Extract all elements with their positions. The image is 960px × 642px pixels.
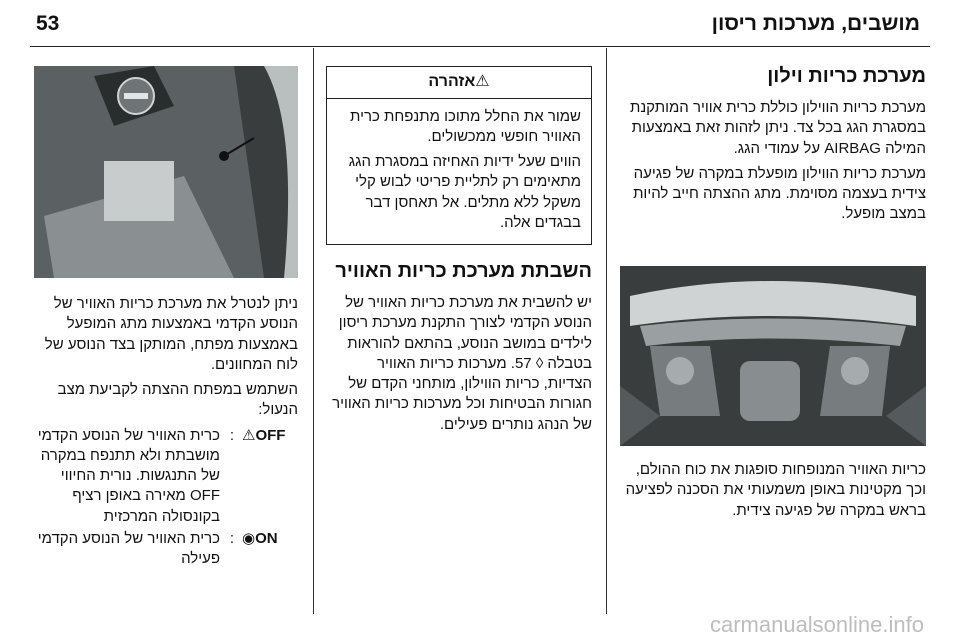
switch-position-list [34,426,298,570]
header-rule [30,46,930,47]
column-divider-right [606,48,607,614]
paragraph: כריות האוויר המנופחות סופגות את כוח ההולם, וכך מקטינות באופן משמעותי את הסכנה לפציעה בראש במקרה של פגיעה צידית. [625,461,926,519]
position-on-description: כרית האוויר של הנוסע הקדמי פעילה [37,529,220,567]
warning-paragraph: שמור את החלל מתוכו מתנפחת כרית האוויר חופשי ממכשולים. [350,107,581,145]
paragraph: יש להשבית את מערכת כריות האוויר של הנוסע הקדמי לצורך התקנת מערכת ריסון לילדים במושב הנוסע, בהתאם להוראות בטבלה ◊ 57. מערכות כריות האוויר הצדיות, כריות הווילון, מותחני הקדם של חגורות הבטיחות וכל מערכות כריות האוויר של הנהג נותרים פעילים. [332,294,592,433]
middle-column [326,66,592,440]
column-divider-left [313,48,314,614]
paragraph: מערכת כריות הווילון מופעלת במקרה של פגיעה צידית בעצמה מסוימת. מתג ההצתה חייב להיות במצב מופעל. [633,164,926,223]
position-off-description: כרית האוויר של הנוסע הקדמי מושבתת ולא תתנפח במקרה של התנגשות. נורית החיווי OFF מאירה באופן רציף בקונסולה המרכזית [37,426,220,525]
airbag-key-switch-figure [34,66,298,278]
warning-paragraph: הווים שעל ידיות האחיזה במסגרת הגג מתאימים רק לתליית פריטי לבוש קלי משקל ללא מתלים. אל תאחסן דבר בבגדים אלה. [348,153,581,231]
section-heading-curtain-airbags: מערכת כריות וילון [767,65,926,87]
paragraph: ניתן לנטרל את מערכת כריות האוויר של הנוסע הקדמי באמצעות מתג המופעל באמצעות מפתח, המותקן בצד הנוסע של לוח המחוונים. [44,295,298,373]
curtain-airbag-illustration [620,266,926,446]
watermark: carmanualsonline.info [709,612,924,637]
right-column [620,64,926,230]
position-off-label: ⚠OFF [242,426,286,444]
airbag-off-icon: ⚠ [242,426,256,444]
page-header [30,0,930,48]
header-title: מושבים, מערכות ריסון [711,12,920,35]
key-switch-illustration [34,66,298,278]
page-number: 53 [36,12,60,35]
airbag-on-icon: ◉ [242,529,256,547]
warning-header [327,67,591,99]
warning-title: אזהרה [428,73,476,90]
paragraph: מערכת כריות הווילון כוללת כרית אוויר המותקנת במסגרת הגג בכל צד. ניתן לזהות זאת באמצעות המילה AIRBAG על עמודי הגג. [629,99,926,157]
list-item: ◉ON : כרית האוויר של הנוסע הקדמי פעילה [34,529,298,570]
warning-icon: ⚠ [475,73,490,90]
left-column [34,294,298,571]
list-item: ⚠OFF : כרית האוויר של הנוסע הקדמי מושבתת ולא תתנפח במקרה של התנגשות. נורית החיווי OFF מאירה באופן רציף בקונסולה המרכזית [34,426,298,527]
curtain-airbag-figure [620,266,926,446]
right-column-lower [620,460,926,526]
section-heading-deactivation: השבתת מערכת כריות האוויר [335,260,592,283]
paragraph: השתמש במפתח ההצתה לקביעת מצב הנעול: [57,381,298,419]
position-on-label: ◉ON [242,529,278,547]
warning-box [326,66,592,245]
